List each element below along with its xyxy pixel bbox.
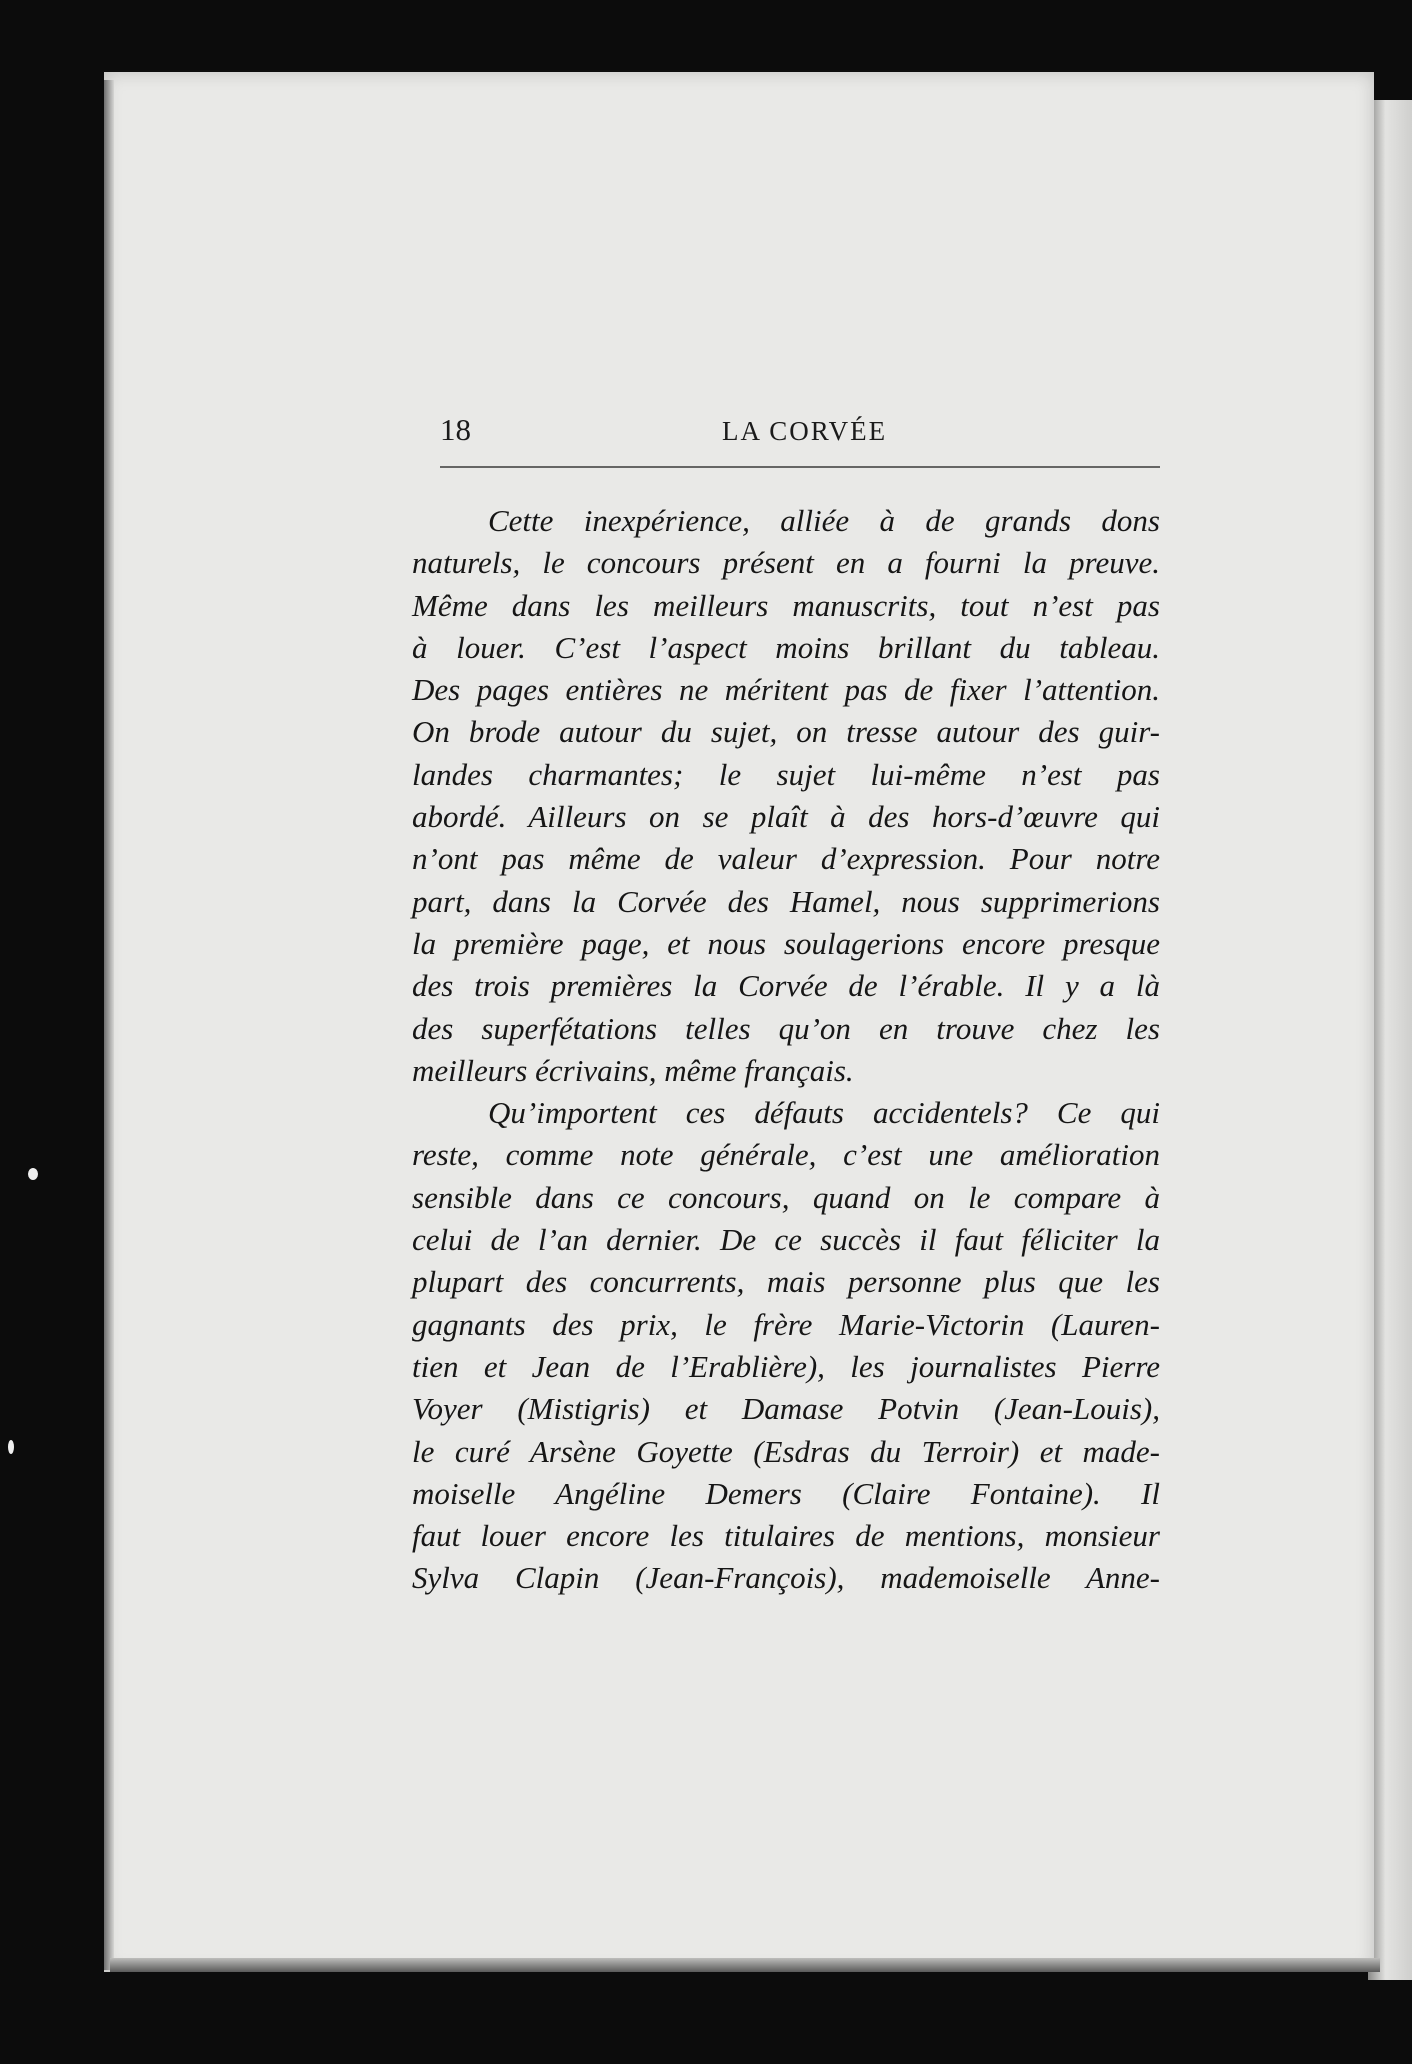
text-line: landes charmantes; le sujet lui-même n’est pas [412,756,1160,792]
scan-speck [28,1168,38,1180]
running-title: LA CORVÉE [722,416,888,446]
text-line: la première page, et nous soulagerions encore presque [412,925,1160,961]
text-line: Voyer (Mistigris) et Damase Potvin (Jean-Louis), [412,1391,1160,1427]
text-line: Qu’importent ces défauts accidentels? Ce qui [488,1095,1160,1131]
text-line: à louer. C’est l’aspect moins brillant du tableau. [412,629,1160,665]
facing-page-edge [1368,100,1412,1980]
text-line: abordé. Ailleurs on se plaît à des hors-d’œuvre qui [412,799,1160,835]
scan-speck [8,1440,14,1454]
header-rule [440,466,1160,468]
text-line: n’ont pas même de valeur d’expression. Pour notre [412,841,1160,877]
text-line: reste, comme note générale, c’est une amélioration [412,1137,1160,1173]
text-line: Des pages entières ne méritent pas de fixer l’attention. [412,672,1160,708]
text-line: des superfétations telles qu’on en trouve chez les [412,1010,1160,1046]
running-header [440,412,1160,462]
text-line: sensible dans ce concours, quand on le compare à [412,1179,1160,1215]
body-text [412,500,1160,1600]
text-line: Même dans les meilleurs manuscrits, tout n’est pas [412,587,1160,623]
text-line: part, dans la Corvée des Hamel, nous supprimerions [412,883,1160,919]
text-line: Cette inexpérience, alliée à de grands dons [488,503,1160,538]
page-bottom-edge [110,1958,1380,1972]
page-number: 18 [440,412,471,447]
text-line: le curé Arsène Goyette (Esdras du Terroir) et made- [412,1433,1160,1469]
text-line: gagnants des prix, le frère Marie-Victorin (Lauren- [412,1306,1160,1342]
text-line: meilleurs écrivains, même français. [412,1052,854,1088]
text-line: celui de l’an dernier. De ce succès il faut féliciter la [412,1222,1160,1258]
page-spine-shadow [104,80,114,1970]
text-line: plupart des concurrents, mais personne plus que les [412,1264,1160,1300]
text-line: Sylva Clapin (Jean-François), mademoiselle Anne- [412,1560,1160,1596]
text-line: faut louer encore les titulaires de mentions, monsieur [412,1518,1160,1554]
text-line: naturels, le concours présent en a fourni la preuve. [412,545,1160,581]
text-line: des trois premières la Corvée de l’érable. Il y a là [412,968,1160,1004]
text-line: On brode autour du sujet, on tresse autour des guir- [412,714,1160,750]
text-line: tien et Jean de l’Erablière), les journalistes Pierre [412,1348,1160,1384]
text-line: moiselle Angéline Demers (Claire Fontaine). Il [412,1475,1160,1511]
